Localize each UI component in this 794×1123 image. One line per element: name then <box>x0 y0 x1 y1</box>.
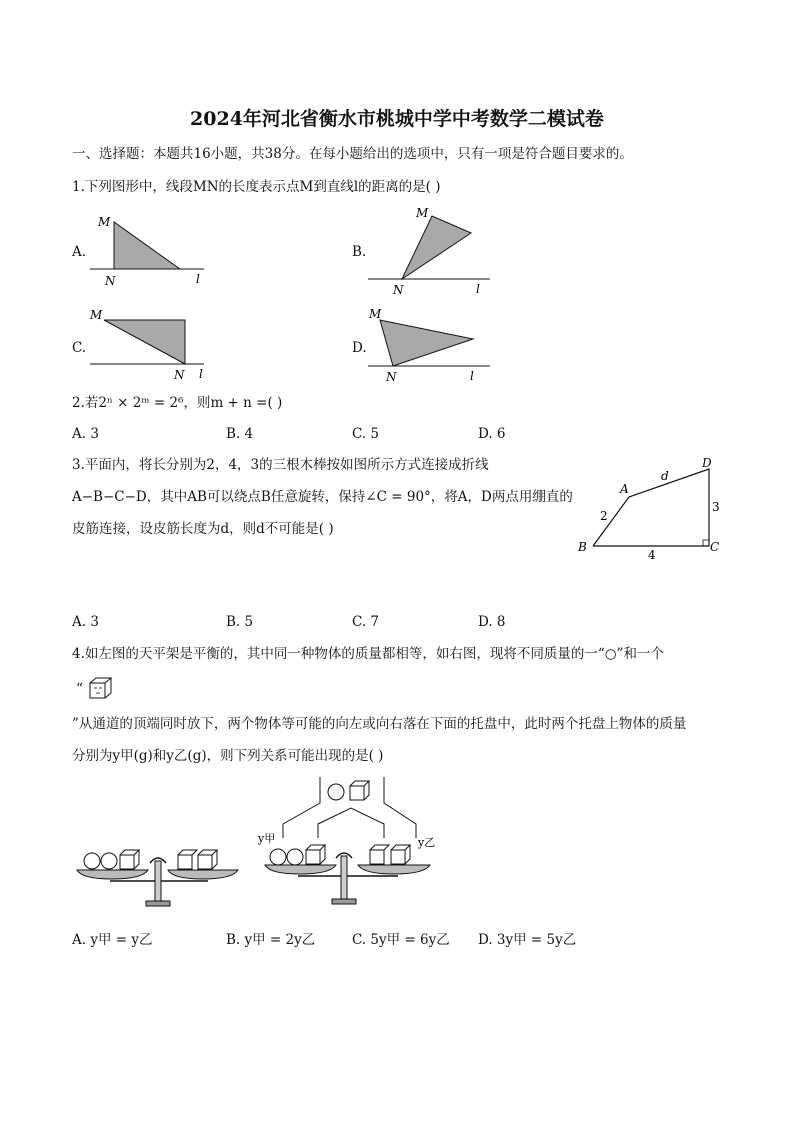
q1d-line-l: l <box>470 369 474 383</box>
q1-figure-b <box>360 200 500 300</box>
question-1-stem: 1.下列图形中，线段MN的长度表示点M到直线l的距离的是( ) <box>72 179 441 195</box>
section-header: 一、选择题：本题共16小题，共38分。在每小题给出的选项中，只有一项是符合题目要求的。 <box>72 146 633 162</box>
q3-length-d: d <box>661 469 669 483</box>
q4-balance-right <box>258 772 448 912</box>
q1-figure-a <box>82 205 222 295</box>
q4-option-a: A. y甲 = y乙 <box>72 932 153 948</box>
q1c-point-m: M <box>90 308 103 322</box>
cube-icon <box>88 676 114 700</box>
question-3-stem-line-3: 皮筋连接，设皮筋长度为d，则d不可能是( ) <box>72 521 334 537</box>
q1-option-d-label: D. <box>352 340 367 356</box>
page-title: 2024年河北省衡水市桃城中学中考数学二模试卷 <box>190 108 604 130</box>
q1d-point-m: M <box>369 307 382 321</box>
q3-option-c: C. 7 <box>352 614 380 630</box>
question-4-stem-line-1: 4.如左图的天平架是平衡的，其中同一种物体的质量都相等，如右图，现将不同质量的一“○”和一个 <box>72 646 664 662</box>
question-4-open-quote: “ <box>76 681 83 697</box>
q1-option-a-label: A. <box>72 244 87 260</box>
q1-figure-d <box>360 300 500 390</box>
q3-point-c: C <box>710 540 720 554</box>
q3-point-b: B <box>578 540 587 554</box>
q1-option-c-label: C. <box>72 340 87 356</box>
q1-figure-c <box>82 300 222 390</box>
q1b-point-n: N <box>393 283 404 297</box>
q2-option-c: C. 5 <box>352 426 380 442</box>
q3-option-a: A. 3 <box>72 614 99 630</box>
q4-option-d: D. 3y甲 = 5y乙 <box>478 932 577 948</box>
q1c-point-n: N <box>174 368 185 382</box>
q2-option-d: D. 6 <box>478 426 506 442</box>
question-4-stem-line-3: ”从通道的顶端同时放下，两个物体等可能的向左或向右落在下面的托盘中，此时两个托盘上物体的质量 <box>72 716 687 732</box>
question-3-stem-line-2: A−B−C−D，其中AB可以绕点B任意旋转，保持∠C = 90°，将A，D两点用绷直的 <box>72 489 573 505</box>
q1b-point-m: M <box>416 206 429 220</box>
q1-option-b-label: B. <box>352 244 367 260</box>
q4-balance-left <box>72 835 244 915</box>
question-4-stem-line-4: 分别为y甲(g)和y乙(g)，则下列关系可能出现的是( ) <box>72 748 384 764</box>
q1a-point-n: N <box>105 274 116 288</box>
q3-option-b: B. 5 <box>226 614 254 630</box>
question-2-stem: 2.若2ⁿ × 2ᵐ = 2⁶，则m + n =( ) <box>72 395 283 411</box>
q3-figure <box>570 450 740 565</box>
q1a-point-m: M <box>98 215 111 229</box>
q4-option-c: C. 5y甲 = 6y乙 <box>352 932 450 948</box>
q1d-point-n: N <box>386 370 397 384</box>
q1b-line-l: l <box>476 282 480 296</box>
q4-label-y-jia: y甲 <box>258 832 276 845</box>
q3-length-bc: 4 <box>648 548 656 562</box>
q1a-line-l: l <box>196 272 200 286</box>
q1c-line-l: l <box>199 367 203 381</box>
question-3-stem-line-1: 3.平面内，将长分别为2，4，3的三根木棒按如图所示方式连接成折线 <box>72 457 489 473</box>
q3-option-d: D. 8 <box>478 614 506 630</box>
q3-length-cd: 3 <box>712 500 720 514</box>
q4-option-b: B. y甲 = 2y乙 <box>226 932 316 948</box>
q2-option-b: B. 4 <box>226 426 254 442</box>
q3-point-d: D <box>702 456 712 470</box>
q3-length-ab: 2 <box>600 509 608 523</box>
q3-point-a: A <box>620 482 629 496</box>
q2-option-a: A. 3 <box>72 426 99 442</box>
q4-label-y-yi: y乙 <box>418 836 436 849</box>
